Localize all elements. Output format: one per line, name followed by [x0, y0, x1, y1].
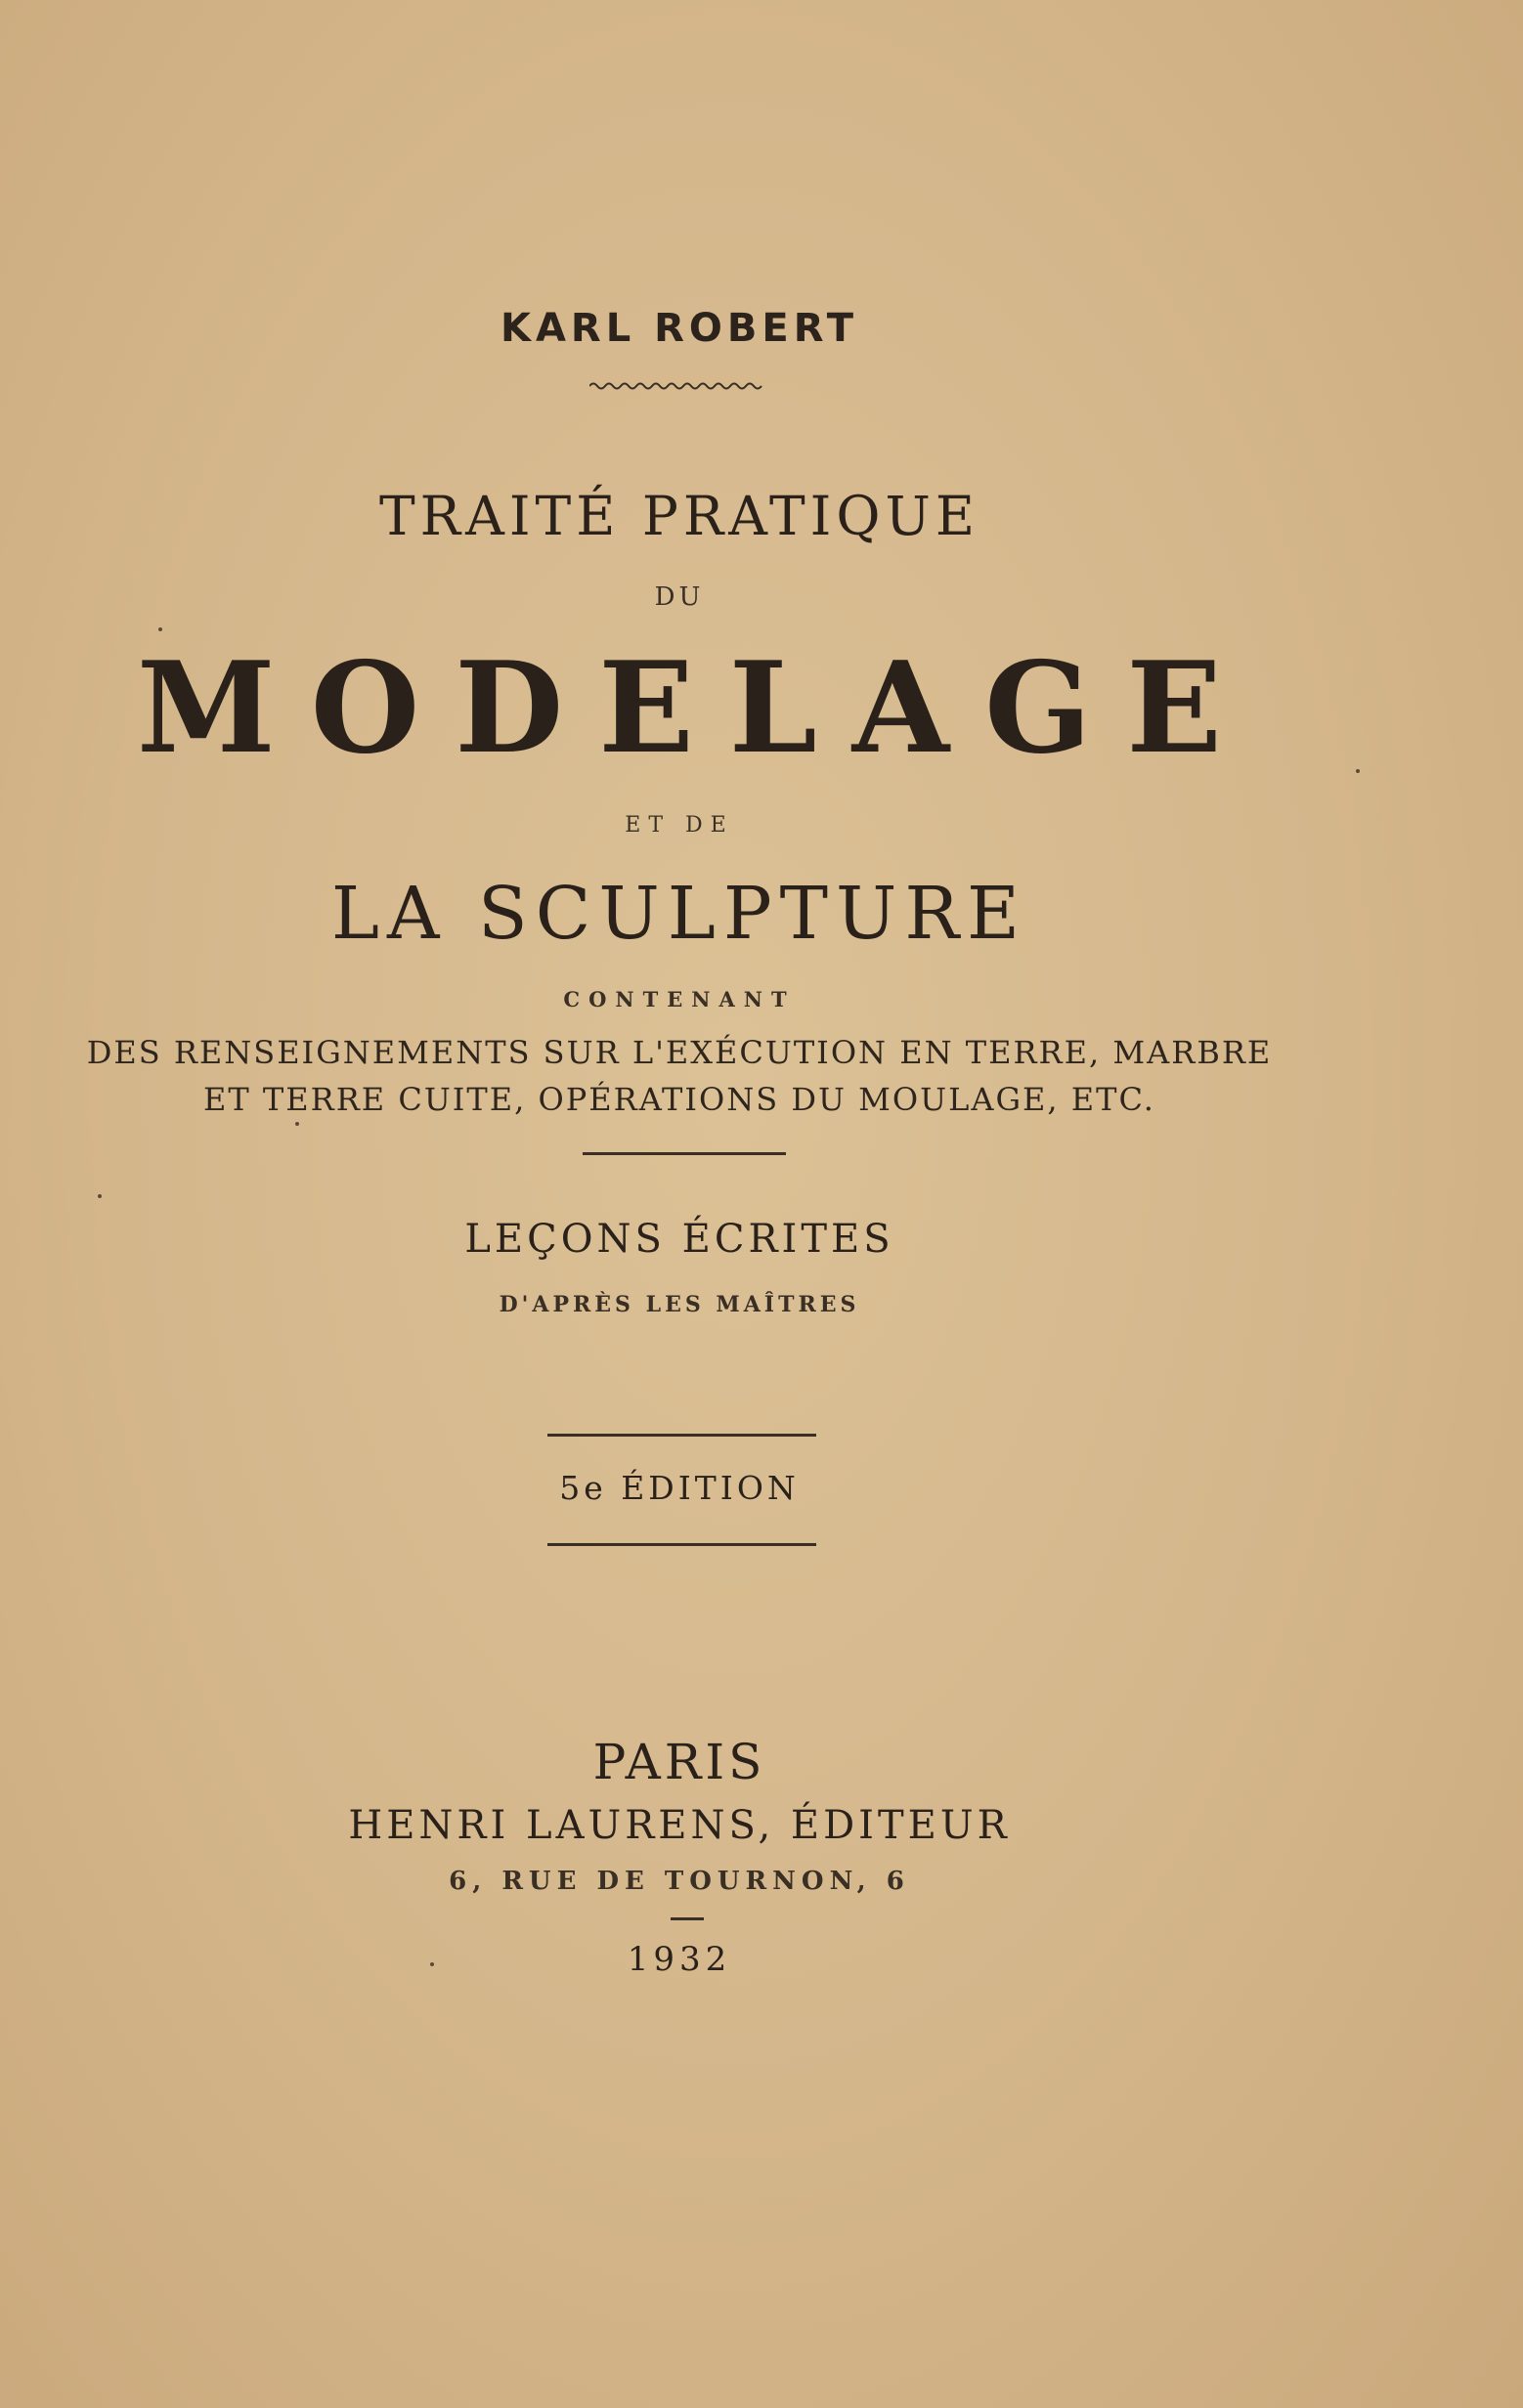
edition-label: 5e ÉDITION	[559, 1469, 800, 1507]
paper-speck	[430, 1962, 434, 1966]
paper-speck	[295, 1122, 299, 1126]
lecons-ecrites: LEÇONS ÉCRITES	[464, 1217, 894, 1262]
divider-rule-upper	[547, 1434, 816, 1437]
description-line-2: ET TERRE CUITE, OPÉRATIONS DU MOULAGE, ETC.	[203, 1081, 1155, 1118]
contenant-label: CONTENANT	[563, 987, 796, 1011]
title-du: DU	[654, 582, 705, 612]
title-la-sculpture: LA SCULPTURE	[330, 872, 1028, 956]
publisher-address: 6, RUE DE TOURNON, 6	[449, 1867, 910, 1896]
title-et-de: ET DE	[625, 813, 734, 838]
author-name: KARL ROBERT	[500, 306, 859, 351]
publisher-name: HENRI LAURENS, ÉDITEUR	[348, 1803, 1011, 1848]
paper-speck	[1356, 769, 1360, 773]
apres-les-maitres: D'APRÈS LES MAÎTRES	[499, 1292, 860, 1317]
city-paris: PARIS	[592, 1734, 766, 1790]
title-line-traite-pratique: TRAITÉ PRATIQUE	[379, 485, 979, 547]
publication-year: 1932	[627, 1940, 732, 1979]
main-title-modelage: MODELAGE	[137, 635, 1257, 782]
paper-speck	[158, 627, 162, 631]
wavy-ornament	[589, 379, 763, 393]
paper-speck	[98, 1194, 102, 1198]
divider-rule	[583, 1152, 786, 1155]
divider-rule-lower	[547, 1543, 816, 1546]
short-dash	[671, 1917, 704, 1920]
description-line-1: DES RENSEIGNEMENTS SUR L'EXÉCUTION EN TERRE, MARBRE	[86, 1034, 1273, 1071]
